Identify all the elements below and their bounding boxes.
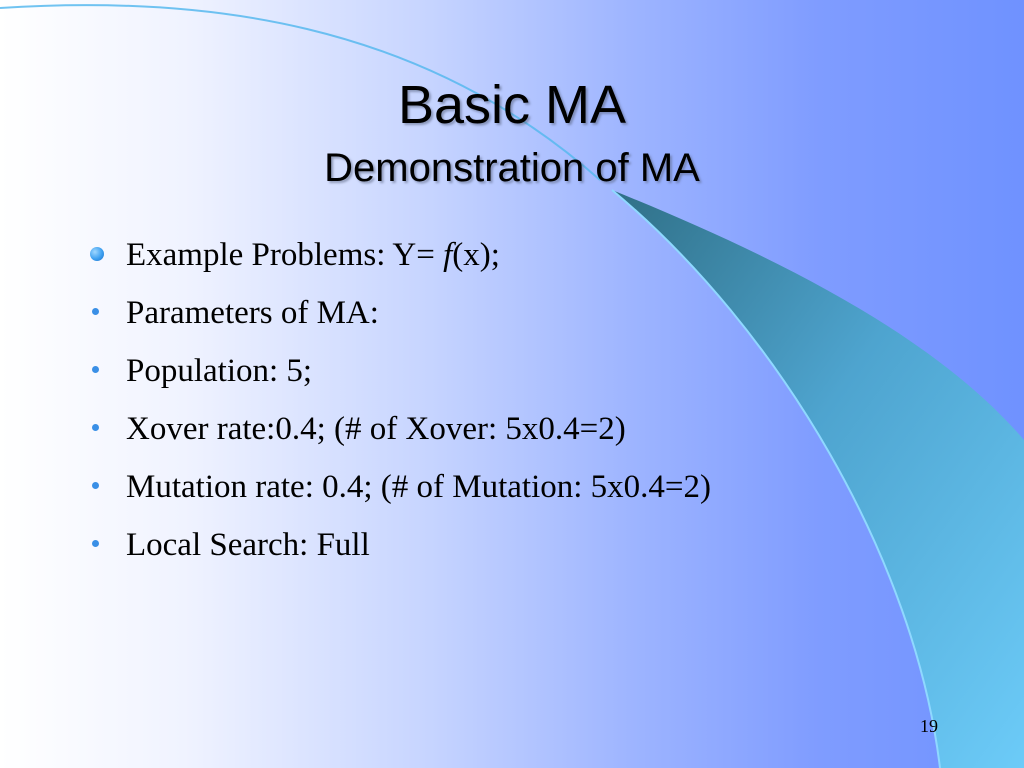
bullet-icon <box>92 308 99 315</box>
bullet-text: Population: 5; <box>126 353 313 389</box>
bullet-item <box>86 342 966 400</box>
bullet-item <box>86 458 966 516</box>
bullet-text: Mutation rate: 0.4; (# of Mutation: 5x0.4=2) <box>126 469 712 505</box>
bullet-icon <box>90 247 104 261</box>
bullet-text: (x); <box>452 237 500 273</box>
bullet-item <box>86 284 966 342</box>
page-number: 19 <box>920 716 938 736</box>
bullet-icon <box>92 482 99 489</box>
bullet-icon <box>92 424 99 431</box>
function-symbol: f <box>443 237 453 273</box>
bullet-item <box>86 516 966 574</box>
slide-title: Basic MA <box>397 75 627 135</box>
bullet-icon <box>92 540 99 547</box>
bullet-icon <box>92 366 99 373</box>
bullet-list <box>86 226 966 574</box>
bullet-item <box>86 400 966 458</box>
bullet-text: Xover rate:0.4; (# of Xover: 5x0.4=2) <box>126 411 626 447</box>
bullet-text: Parameters of MA: <box>126 295 379 331</box>
slide-subtitle: Demonstration of MA <box>324 146 700 190</box>
bullet-text: Example Problems: Y= <box>126 237 444 273</box>
bullet-text: Local Search: Full <box>126 527 370 563</box>
bullet-item <box>86 226 966 284</box>
